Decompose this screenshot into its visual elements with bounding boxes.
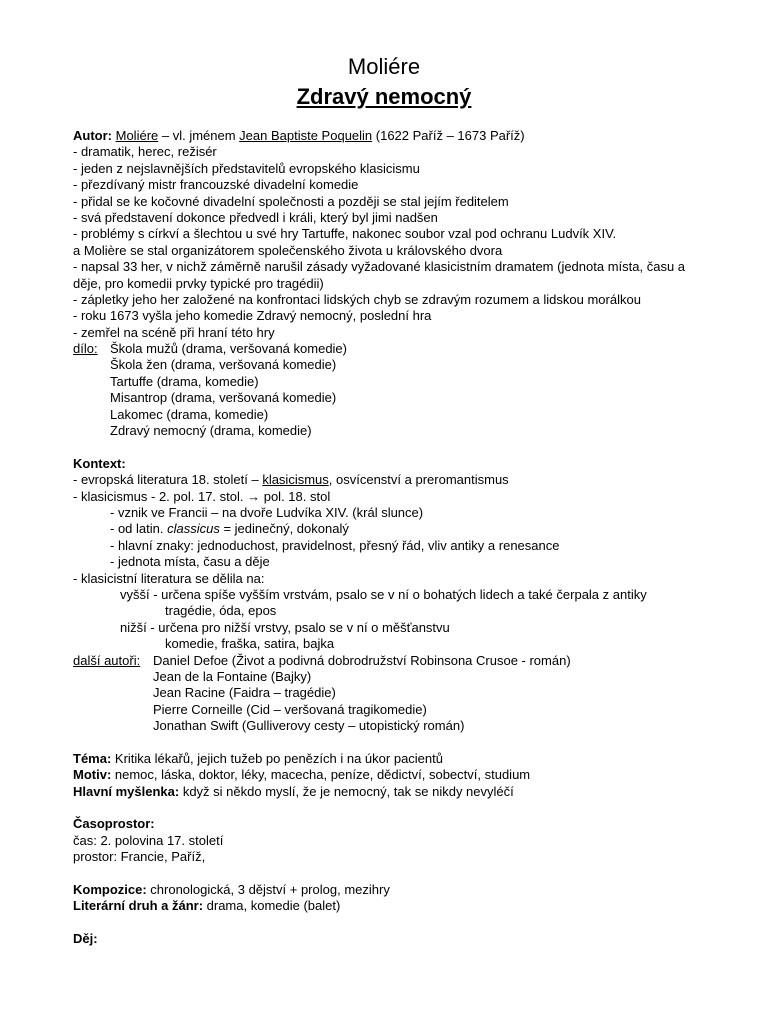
kontext-heading: Kontext: [73, 455, 126, 471]
autor-point: - zemřel na scéně při hraní této hry [73, 324, 275, 340]
klasicismus-link: klasicismus [262, 472, 329, 488]
kontext-subpoint [73, 521, 713, 537]
kompozice-label: Kompozice: [73, 881, 147, 897]
prostor-line: prostor: Francie, Paříž, [73, 849, 206, 865]
dilo-item: Tartuffe (drama, komedie) [110, 373, 259, 389]
casoprostor-heading: Časoprostor: [73, 816, 155, 832]
dalsi-item: Jean de la Fontaine (Bajky) [153, 668, 312, 684]
author-heading: Moliére [347, 54, 421, 79]
myslenka-label: Hlavní myšlenka: [73, 783, 180, 799]
dalsi-label: další autoři: [73, 652, 141, 668]
druh-label: Literární druh a žánr: [73, 898, 204, 914]
kontext-text: , osvícenství a preromantismus [328, 472, 509, 488]
vyssi-genres: tragédie, óda, epos [165, 603, 277, 619]
dilo-item: Škola žen (drama, veršovaná komedie) [110, 357, 337, 373]
work-title: Zdravý nemocný [296, 84, 472, 109]
autor-point: - dramatik, herec, režisér [73, 144, 217, 160]
document-body [73, 128, 713, 948]
motiv-label: Motiv: [73, 767, 112, 783]
autor-line [73, 128, 713, 144]
autor-point: - přezdívaný mistr francouzské divadelní komedie [73, 177, 359, 193]
dilo-item: Zdravý nemocný (drama, komedie) [110, 423, 312, 439]
spacer [73, 734, 713, 750]
latin-term: classicus [167, 521, 220, 537]
myslenka-value: když si někdo myslí, že je nemocný, tak se nikdy nevyléčí [179, 783, 514, 799]
autor-name: Moliére [115, 128, 159, 143]
tema-line [73, 751, 713, 767]
druh-line [73, 898, 713, 914]
nizsi-line: nižší - určena pro nižší vrstvy, psalo se v ní o měšťanstvu [120, 619, 450, 635]
druh-value: drama, komedie (balet) [203, 898, 341, 914]
motiv-value: nemoc, láska, doktor, léky, macecha, peníze, dědictví, sobectví, studium [111, 767, 531, 783]
dalsi-item: Daniel Defoe (Život a podivná dobrodružství Robinsona Crusoe - román) [153, 652, 571, 668]
autor-point: děje, pro komedii prvky typické pro tragédii) [73, 275, 324, 291]
autor-label: Autor: [73, 128, 112, 143]
spacer [73, 915, 713, 931]
nizsi-genres: komedie, fraška, satira, bajka [165, 636, 335, 652]
dilo-line [73, 341, 713, 357]
vyssi-line: vyšší - určena spíše vyšším vrstvám, psalo se v ní o bohatých lidech a také čerpala z antiky [120, 586, 647, 602]
tema-label: Téma: [73, 750, 112, 766]
dalsi-item: Jean Racine (Faidra – tragédie) [153, 685, 336, 701]
autor-point: - svá představení dokonce předvedl i králi, který byl jimi nadšen [73, 209, 438, 225]
kontext-text: = jedinečný, dokonalý [219, 521, 349, 537]
autor-point: - roku 1673 vyšla jeho komedie Zdravý nemocný, poslední hra [73, 308, 432, 324]
autor-point: - napsal 33 her, v nichž záměrně narušil zásady vyžadované klasicistním dramatem (jednota místa, času a [73, 259, 686, 275]
dej-heading: Děj: [73, 931, 98, 947]
spacer [73, 866, 713, 882]
dalsi-item: Jonathan Swift (Gulliverovy cesty – utopistický román) [153, 718, 465, 734]
dilo-item: Škola mužů (drama, veršovaná komedie) [110, 341, 347, 357]
autor-dates: (1622 Paříž – 1673 Paříž) [372, 128, 525, 143]
kompozice-line [73, 882, 713, 898]
kontext-text: - evropská literatura 18. století – [73, 472, 263, 488]
dilo-item: Lakomec (drama, komedie) [110, 406, 269, 422]
motiv-line [73, 767, 713, 783]
autor-sep: – vl. jménem [158, 128, 240, 143]
kontext-line [73, 472, 713, 488]
spacer [73, 800, 713, 816]
kontext-line: - klasicistní literatura se dělila na: [73, 570, 265, 586]
kontext-subpoint: - hlavní znaky: jednoduchost, pravidelnost, přesný řád, vliv antiky a renesance [110, 537, 560, 553]
spacer [73, 439, 713, 455]
kontext-subpoint: - vznik ve Francii – na dvoře Ludvíka XIV. (král slunce) [110, 504, 424, 520]
autor-point: - problémy s církví a šlechtou u své hry Tartuffe, nakonec soubor vzal pod ochranu Ludvík XIV. [73, 226, 617, 242]
autor-real-name: Jean Baptiste Poquelin [239, 128, 373, 143]
kontext-subpoint: - jednota místa, času a děje [110, 554, 270, 570]
dalsi-item: Pierre Corneille (Cid – veršovaná tragikomedie) [153, 701, 427, 717]
dilo-label: dílo: [73, 341, 98, 357]
tema-value: Kritika lékařů, jejich tužeb po penězích i na úkor pacientů [111, 750, 443, 766]
autor-point: a Molière se stal organizátorem společenského života u královského dvora [73, 242, 503, 258]
kontext-text: - od latin. [110, 521, 168, 537]
autor-point: - jeden z nejslavnějších představitelů evropského klasicismu [73, 160, 420, 176]
dalsi-line [73, 653, 713, 669]
myslenka-line [73, 784, 713, 800]
dilo-item: Misantrop (drama, veršovaná komedie) [110, 390, 337, 406]
autor-point: - zápletky jeho her založené na konfrontaci lidských chyb se zdravým rozumem a lidskou morálkou [73, 291, 641, 307]
kompozice-value: chronologická, 3 dějství + prolog, mezihry [146, 881, 390, 897]
autor-point: - přidal se ke kočovné divadelní společnosti a později se stal jejím ředitelem [73, 193, 509, 209]
kontext-line: - klasicismus - 2. pol. 17. stol. → pol. 18. stol [73, 488, 331, 504]
cas-line: čas: 2. polovina 17. století [73, 832, 224, 848]
